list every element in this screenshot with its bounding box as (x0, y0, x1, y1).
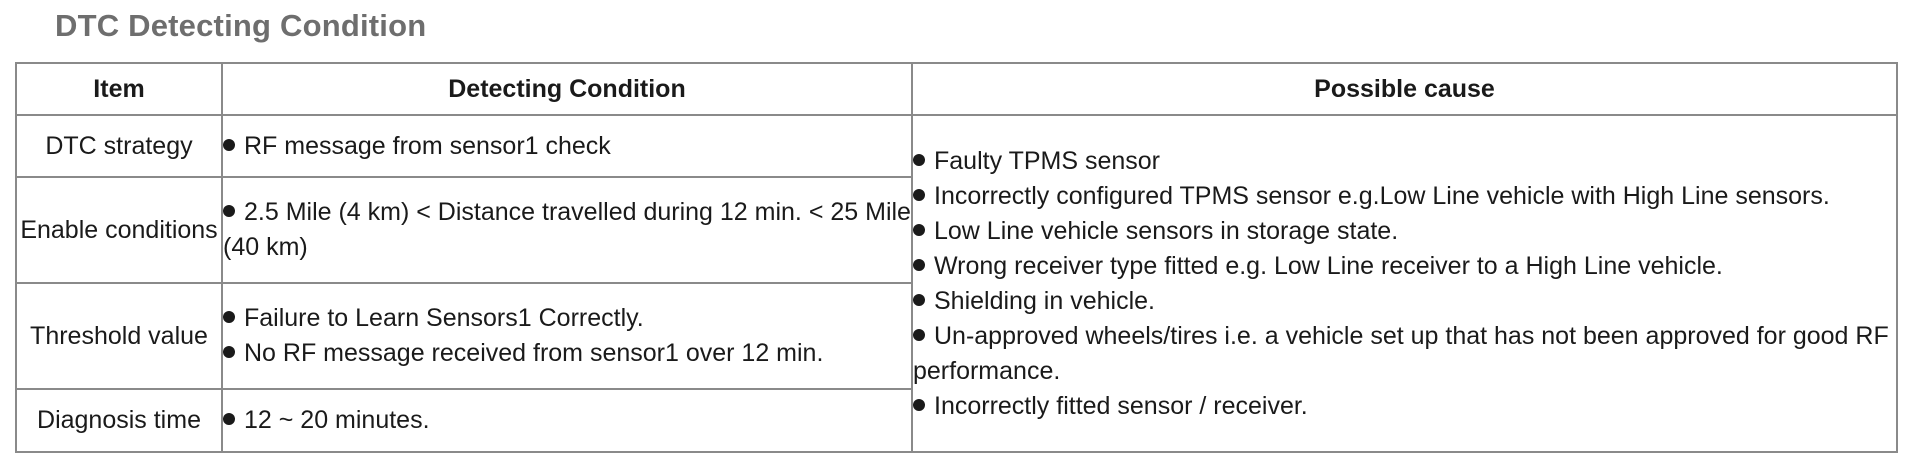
condition-line (223, 195, 911, 265)
cause-line (913, 144, 1896, 179)
cause-text: Incorrectly fitted sensor / receiver. (934, 391, 1308, 420)
column-header-detecting-condition: Detecting Condition (222, 63, 912, 115)
cause-text: Shielding in vehicle. (934, 286, 1155, 315)
bullet-dot-icon (913, 329, 925, 341)
possible-cause-cell (912, 115, 1897, 452)
bullet-dot-icon (223, 139, 235, 151)
condition-cell (222, 389, 912, 452)
cause-text: Incorrectly configured TPMS sensor e.g.Low Line vehicle with High Line sensors. (934, 181, 1830, 210)
condition-text: RF message from sensor1 check (244, 131, 611, 160)
bullet-dot-icon (913, 294, 925, 306)
bullet-dot-icon (913, 399, 925, 411)
cause-line (913, 249, 1896, 284)
condition-line (223, 301, 911, 336)
condition-text: 2.5 Mile (4 km) < Distance travelled during 12 min. < 25 Mile (40 km) (223, 198, 911, 261)
row-item-dtc-strategy: DTC strategy (16, 115, 222, 177)
row-item-threshold-value: Threshold value (16, 283, 222, 389)
cause-text: Wrong receiver type fitted e.g. Low Line receiver to a High Line vehicle. (934, 251, 1723, 280)
condition-text: 12 ~ 20 minutes. (244, 406, 430, 434)
bullet-dot-icon (913, 259, 925, 271)
column-header-possible-cause: Possible cause (912, 63, 1897, 115)
condition-text: Failure to Learn Sensors1 Correctly. (244, 304, 644, 332)
bullet-dot-icon (913, 224, 925, 236)
condition-line (223, 129, 911, 164)
condition-cell (222, 115, 912, 177)
cause-line (913, 389, 1896, 424)
cause-text: Faulty TPMS sensor (934, 146, 1161, 175)
table-header-row (16, 63, 1897, 115)
cause-line (913, 284, 1896, 319)
dtc-condition-table (15, 62, 1898, 453)
condition-cell (222, 283, 912, 389)
page-title: DTC Detecting Condition (55, 8, 427, 43)
condition-text: No RF message received from sensor1 over 12 min. (244, 339, 824, 367)
condition-cell (222, 177, 912, 283)
bullet-dot-icon (223, 205, 235, 217)
cause-text: Low Line vehicle sensors in storage state. (934, 216, 1399, 245)
table-row (16, 115, 1897, 177)
condition-line (223, 403, 911, 438)
cause-text: Un-approved wheels/tires i.e. a vehicle set up that has not been approved for good RF performance. (913, 321, 1889, 385)
column-header-item: Item (16, 63, 222, 115)
condition-line (223, 336, 911, 371)
cause-line (913, 179, 1896, 214)
bullet-dot-icon (913, 154, 925, 166)
bullet-dot-icon (223, 346, 235, 358)
cause-line (913, 214, 1896, 249)
cause-line (913, 319, 1896, 389)
bullet-dot-icon (223, 311, 235, 323)
bullet-dot-icon (223, 413, 235, 425)
row-item-enable-conditions: Enable conditions (16, 177, 222, 283)
row-item-diagnosis-time: Diagnosis time (16, 389, 222, 452)
bullet-dot-icon (913, 189, 925, 201)
